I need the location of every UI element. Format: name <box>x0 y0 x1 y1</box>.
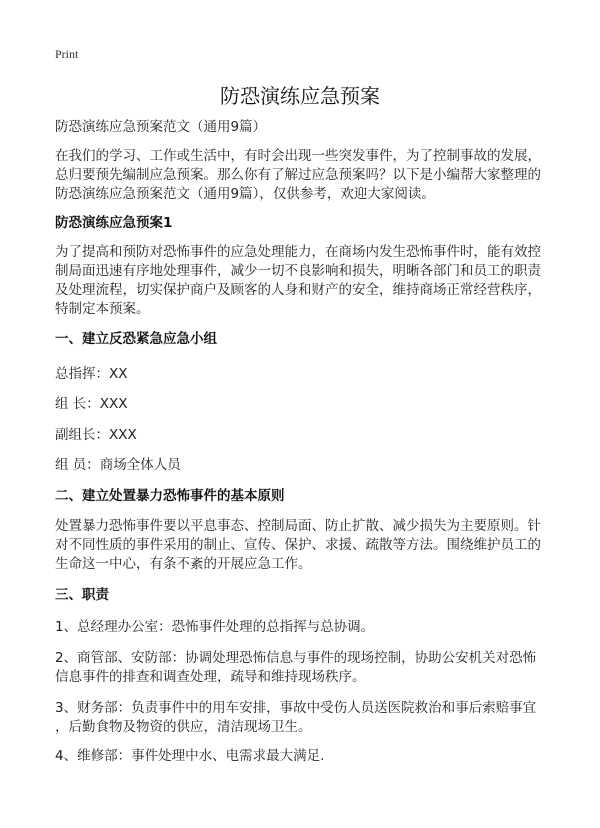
line: 及处理流程，切实保护商户及顾客的人身和财产的安全，维持商场正常经营秩序， <box>55 282 541 298</box>
line: ，后勤食物及物资的供应，清洁现场卫生。 <box>55 719 312 735</box>
subtitle: 防恐演练应急预案范文（通用9篇） <box>55 119 267 135</box>
line: 生命这一中心，有条不紊的开展应急工作。 <box>55 556 312 572</box>
duty-item <box>55 649 536 687</box>
team-members: 组 员：商场全体人员 <box>55 457 181 473</box>
line: 处置暴力恐怖事件要以平息事态、控制局面、防止扩散、减少损失为主要原则。针 <box>55 518 541 534</box>
line: 制局面迅速有序地处理事件，减少一切不良影响和损失，明晰各部门和员工的职责 <box>55 263 541 279</box>
line: 总归要预先编制应急预案。那么你有了解过应急预案吗？以下是小编帮大家整理的 <box>55 167 541 183</box>
line: 4、维修部：事件处理中水、电需求最大满足. <box>55 748 325 764</box>
line: 特制定本预案。 <box>55 301 150 317</box>
duty-item <box>55 618 374 637</box>
heading-three: 三、职责 <box>55 587 109 603</box>
line: 2、商管部、安防部：协调处理恐怖信息与事件的现场控制，协助公安机关对恐怖 <box>55 650 537 666</box>
team-commander: 总指挥：XX <box>55 366 128 382</box>
principles-paragraph <box>55 517 541 574</box>
print-label: Print <box>55 47 79 61</box>
line: 3、财务部：负责事件中的用车安排，事故中受伤人员送医院救治和事后索赔事宜 <box>55 700 537 716</box>
line: 防恐演练应急预案范文（通用9篇），仅供参考，欢迎大家阅读。 <box>55 186 435 202</box>
team-deputy: 副组长：XXX <box>55 427 137 443</box>
duty-item <box>55 747 324 766</box>
line: 在我们的学习、工作或生活中，有时会出现一些突发事件，为了控制事故的发展， <box>55 148 541 164</box>
page-title: 防恐演练应急预案 <box>220 84 380 108</box>
section1-paragraph <box>55 243 541 319</box>
team-leader: 组 长：XXX <box>55 396 128 412</box>
line: 对不同性质的事件采用的制止、宣传、保护、求援、疏散等方法。围绕维护员工的 <box>55 537 541 553</box>
line: 信息事件的排查和调查处理，疏导和维持现场秩序。 <box>55 669 366 685</box>
duty-item <box>55 699 536 737</box>
intro-paragraph <box>55 147 541 204</box>
heading-two: 二、建立处置暴力恐怖事件的基本原则 <box>55 488 285 504</box>
line: 1、总经理办公室：恐怖事件处理的总指挥与总协调。 <box>55 619 375 635</box>
line: 为了提高和预防对恐怖事件的应急处理能力，在商场内发生恐怖事件时，能有效控 <box>55 244 541 260</box>
heading-one: 一、建立反恐紧急应急小组 <box>55 331 217 347</box>
section-heading: 防恐演练应急预案1 <box>55 215 173 231</box>
